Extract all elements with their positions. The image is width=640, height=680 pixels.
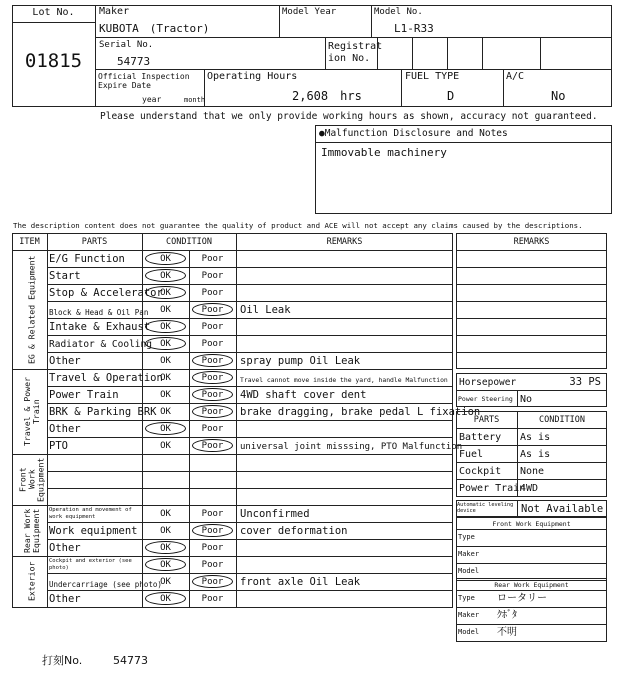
ok-option: OK [160, 322, 171, 332]
divider [47, 284, 453, 285]
divider [456, 624, 607, 625]
divider [401, 69, 402, 107]
col-header-remarks: REMARKS [326, 237, 363, 247]
divider [456, 301, 607, 302]
divider [47, 403, 453, 404]
working-hours-notice: Please understand that we only provide working hours as shown, accuracy not guaranteed. [100, 111, 598, 122]
divider [47, 539, 453, 540]
part-label: PTO [49, 440, 68, 452]
part-label: Operation and movement of work equipment [49, 507, 132, 520]
remark-text: brake dragging, brake pedal L fixation [240, 406, 481, 418]
group-label: Rear Work Equipment [22, 508, 41, 553]
poor-option: Poor [201, 322, 224, 332]
ok-option: OK [160, 424, 171, 434]
maker-label: Maker [99, 6, 130, 17]
ok-circle-mark [145, 422, 186, 435]
divider [12, 250, 453, 251]
divider [47, 471, 453, 472]
ok-circle-mark [145, 541, 186, 554]
divider [456, 318, 607, 319]
divider [325, 37, 326, 69]
divider [456, 479, 607, 480]
part-label: Other [49, 355, 81, 367]
ac-value: No [551, 89, 566, 103]
poor-circle-mark [192, 575, 233, 588]
maker-value: KUBOTA (Tractor) [99, 22, 210, 35]
hours-label: Operating Hours [207, 71, 298, 82]
poor-option: Poor [201, 407, 224, 417]
auto-level-value: Not Available [521, 503, 604, 515]
divider [540, 37, 541, 69]
poor-option: Poor [201, 339, 224, 349]
serial-label: Serial No. [99, 40, 154, 50]
divider [12, 369, 453, 370]
part-label: Start [49, 270, 81, 282]
rear-equipment-type-label: Type [458, 594, 475, 602]
ok-circle-mark [145, 252, 186, 265]
right-condition-label: CONDITION [538, 415, 586, 425]
part-label: Intake & Exhaust [49, 321, 151, 333]
col-header-item: ITEM [19, 237, 40, 247]
divider [456, 284, 607, 285]
right-remarks-label: REMARKS [513, 237, 550, 247]
divider [47, 318, 453, 319]
divider [456, 445, 607, 446]
right-parts-label: PARTS [473, 415, 500, 425]
right-condition-value: 4WD [520, 483, 539, 494]
divider [482, 37, 483, 69]
divider [456, 250, 607, 251]
divider [47, 437, 453, 438]
poor-option: Poor [201, 373, 224, 383]
right-part-label: Fuel [459, 449, 484, 460]
month-label: month [184, 96, 206, 104]
group-label: EG & Related Equipment [26, 255, 37, 364]
power-steering-label: Power Steering [458, 395, 513, 403]
part-label: Block & Head & Oil Pan [49, 308, 149, 317]
right-condition-value: None [520, 466, 545, 477]
lot-label: Lot No. [32, 7, 75, 18]
divider [456, 267, 607, 268]
part-label: E/G Function [49, 253, 125, 265]
model-no-label: Model No. [374, 7, 423, 17]
poor-option: Poor [201, 560, 224, 570]
poor-option: Poor [201, 356, 224, 366]
right-part-label: Battery [459, 432, 502, 443]
lot-number: 01815 [24, 50, 83, 72]
part-label: Stop & Accelerator [49, 287, 163, 299]
ac-label: A/C [506, 71, 525, 82]
poor-option: Poor [201, 594, 224, 604]
horsepower-label: Horsepower [459, 377, 517, 388]
malfunction-text: Immovable machinery [321, 146, 447, 159]
ok-option: OK [160, 373, 171, 383]
stamp-number-label: 打刻No. [42, 654, 83, 667]
ok-option: OK [160, 594, 171, 604]
registration-label: Registrat ion No. [328, 41, 383, 64]
rear-equipment-maker-value: ｸﾎﾞﾀ [497, 610, 517, 621]
right-part-label: Cockpit [459, 466, 502, 477]
year-label: year [142, 95, 162, 104]
model-no-value: L1-R33 [394, 22, 434, 35]
divider [456, 607, 607, 608]
remark-text: front axle Oil Leak [240, 576, 361, 588]
divider [95, 37, 612, 38]
poor-option: Poor [201, 577, 224, 587]
divider [47, 573, 453, 574]
part-label: Radiator & Cooling [49, 339, 152, 350]
disclaimer-notice: The description content does not guarantee the quality of product and ACE will not accept any claims caused by the descriptions. [13, 221, 583, 230]
divider [447, 37, 448, 69]
divider [456, 462, 607, 463]
ok-option: OK [160, 441, 171, 451]
part-label: Cockpit and exterior (see photo) [49, 558, 132, 571]
divider [47, 301, 453, 302]
ok-option: OK [160, 271, 171, 281]
ok-option: OK [160, 577, 171, 587]
poor-option: Poor [201, 509, 224, 519]
right-part-label: Power Train [459, 483, 526, 494]
divider [517, 390, 518, 407]
stamp-number-value: 54773 [113, 654, 148, 667]
part-label: BRK & Parking BRK [49, 406, 157, 418]
part-label: Power Train [49, 389, 119, 401]
divider [315, 142, 612, 143]
ok-circle-mark [145, 592, 186, 605]
ok-option: OK [160, 356, 171, 366]
divider [456, 529, 607, 530]
poor-option: Poor [201, 526, 224, 536]
divider [279, 5, 280, 37]
part-label: Undercarriage (see photo) [49, 580, 162, 589]
front-equipment-maker-label: Maker [458, 550, 480, 558]
remark-text: spray pump Oil Leak [240, 355, 361, 367]
divider [456, 590, 607, 591]
divider [456, 352, 607, 353]
model-year-label: Model Year [282, 7, 337, 17]
ok-option: OK [160, 305, 171, 315]
divider [371, 5, 372, 37]
rear-equipment-type-value: ロータリー [497, 593, 547, 604]
divider [95, 5, 96, 107]
group-label: Front Work Equipment [17, 457, 46, 502]
poor-option: Poor [201, 305, 224, 315]
poor-option: Poor [201, 543, 224, 553]
poor-circle-mark [192, 354, 233, 367]
front-equipment-title: Front Work Equipment [492, 520, 571, 528]
divider [456, 335, 607, 336]
divider [517, 500, 518, 517]
ok-option: OK [160, 543, 171, 553]
malfunction-title: ●Malfunction Disclosure and Notes [319, 128, 508, 139]
ok-circle-mark [145, 558, 186, 571]
ok-option: OK [160, 339, 171, 349]
rear-equipment-model-value: 不明 [497, 627, 517, 638]
ok-option: OK [160, 526, 171, 536]
front-equipment-model-label: Model [458, 567, 480, 575]
ok-circle-mark [145, 320, 186, 333]
poor-option: Poor [201, 254, 224, 264]
poor-circle-mark [192, 303, 233, 316]
rear-equipment-model-label: Model [458, 628, 480, 636]
group-label: Travel & Power Train [22, 377, 41, 447]
divider [12, 556, 453, 557]
divider [47, 267, 453, 268]
divider [12, 454, 453, 455]
power-steering-value: No [520, 394, 533, 405]
ok-option: OK [160, 390, 171, 400]
divider [456, 563, 607, 564]
ok-option: OK [160, 509, 171, 519]
col-header-condition: CONDITION [165, 237, 213, 247]
part-label: Travel & Operation [49, 372, 163, 384]
ok-circle-mark [145, 286, 186, 299]
right-condition-value: As is [520, 432, 551, 443]
ok-option: OK [160, 288, 171, 298]
inspection-label: Official Inspection Expire Date [98, 72, 190, 90]
serial-value: 54773 [117, 55, 151, 68]
front-equipment-type-label: Type [458, 533, 475, 541]
divider [47, 420, 453, 421]
remark-text: Unconfirmed [240, 508, 310, 520]
divider [47, 386, 453, 387]
remark-text: Oil Leak [240, 304, 291, 316]
divider [456, 428, 607, 429]
divider [503, 69, 504, 107]
divider [47, 335, 453, 336]
ok-circle-mark [145, 269, 186, 282]
poor-circle-mark [192, 371, 233, 384]
poor-option: Poor [201, 424, 224, 434]
divider [47, 522, 453, 523]
divider [47, 352, 453, 353]
divider [12, 505, 453, 506]
rear-equipment-maker-label: Maker [458, 611, 480, 619]
poor-circle-mark [192, 524, 233, 537]
part-label: Work equipment [49, 525, 138, 537]
part-label: Other [49, 423, 81, 435]
divider [12, 22, 95, 23]
ok-option: OK [160, 407, 171, 417]
divider [95, 69, 612, 70]
rear-equipment-title: Rear Work Equipment [494, 581, 569, 589]
poor-option: Poor [201, 288, 224, 298]
divider [47, 590, 453, 591]
divider [456, 546, 607, 547]
poor-circle-mark [192, 439, 233, 452]
part-label: Other [49, 593, 81, 605]
auto-level-label: Automatic leveling device [457, 502, 514, 514]
fuel-type-label: FUEL TYPE [405, 71, 460, 82]
poor-option: Poor [201, 271, 224, 281]
divider [47, 488, 453, 489]
fuel-type-value: D [447, 89, 455, 103]
divider [412, 37, 413, 69]
poor-option: Poor [201, 441, 224, 451]
remark-text: 4WD shaft cover dent [240, 389, 367, 401]
group-label: Exterior [26, 561, 37, 602]
part-label: Other [49, 542, 81, 554]
right-condition-value: As is [520, 449, 551, 460]
ok-option: OK [160, 254, 171, 264]
ok-option: OK [160, 560, 171, 570]
remark-text: Travel cannot move inside the yard, handle Malfunction [240, 376, 448, 384]
col-header-parts: PARTS [81, 237, 108, 247]
poor-option: Poor [201, 390, 224, 400]
remark-text: cover deformation [240, 525, 348, 537]
hours-value: 2,608 hrs [292, 89, 362, 103]
remark-text: universal joint misssing, PTO Malfunction [240, 442, 463, 452]
divider [456, 390, 607, 391]
poor-circle-mark [192, 405, 233, 418]
poor-circle-mark [192, 388, 233, 401]
horsepower-value: 33 PS [569, 376, 601, 388]
ok-circle-mark [145, 337, 186, 350]
